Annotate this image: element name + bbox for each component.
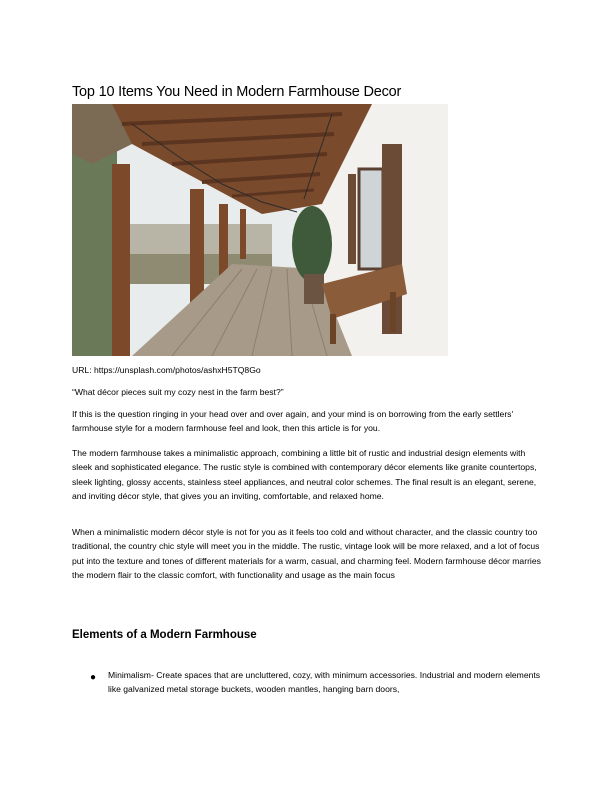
bullet-icon: ● [90, 672, 97, 683]
question-quote: “What décor pieces suit my cozy nest in the farm best?” [72, 387, 284, 397]
paragraph-intro: If this is the question ringing in your head over and over again, and your mind is on borrowing from the early settlers' farmhouse style for a modern farmhouse feel and look, then this article is for you. [72, 409, 514, 434]
paragraph-country-chic: When a minimalistic modern décor style is not for you as it feels too cold and without character, and the classic country too traditional, the country chic style will meet you in the middle. The rustic, vintage look will be more relaxed, and a lot of focus put into the texture and tones of different materials for a warm, casual, and charming feel. Modern farmhouse décor marries the modern flair to the classic comfort, with functionality and usage as the main focus [72, 527, 541, 581]
paragraph-modern-farmhouse: The modern farmhouse takes a minimalistic approach, combining a little bit of rustic and industrial design elements with sleek and sophisticated elegance. The rustic style is combined with contemporary décor elements like granite countertops, sleek lighting, glossy accents, stainless steel appliances, and neutral color schemes. The final result is an elegant, serene, and inviting décor style, that gives you an inviting, comfortable, and relaxed home. [72, 448, 537, 502]
image-url: URL: https://unsplash.com/photos/ashxH5TQ8Go [72, 365, 261, 375]
list-item: Minimalism- Create spaces that are uncluttered, cozy, with minimum accessories. Industrial and modern elements like galvanized metal storage buckets, wooden mantles, hanging barn doors, [108, 670, 541, 695]
section-heading: Elements of a Modern Farmhouse [72, 629, 257, 641]
farmhouse-porch-photo [72, 104, 448, 356]
article-title: Top 10 Items You Need in Modern Farmhouse Decor [72, 84, 402, 100]
